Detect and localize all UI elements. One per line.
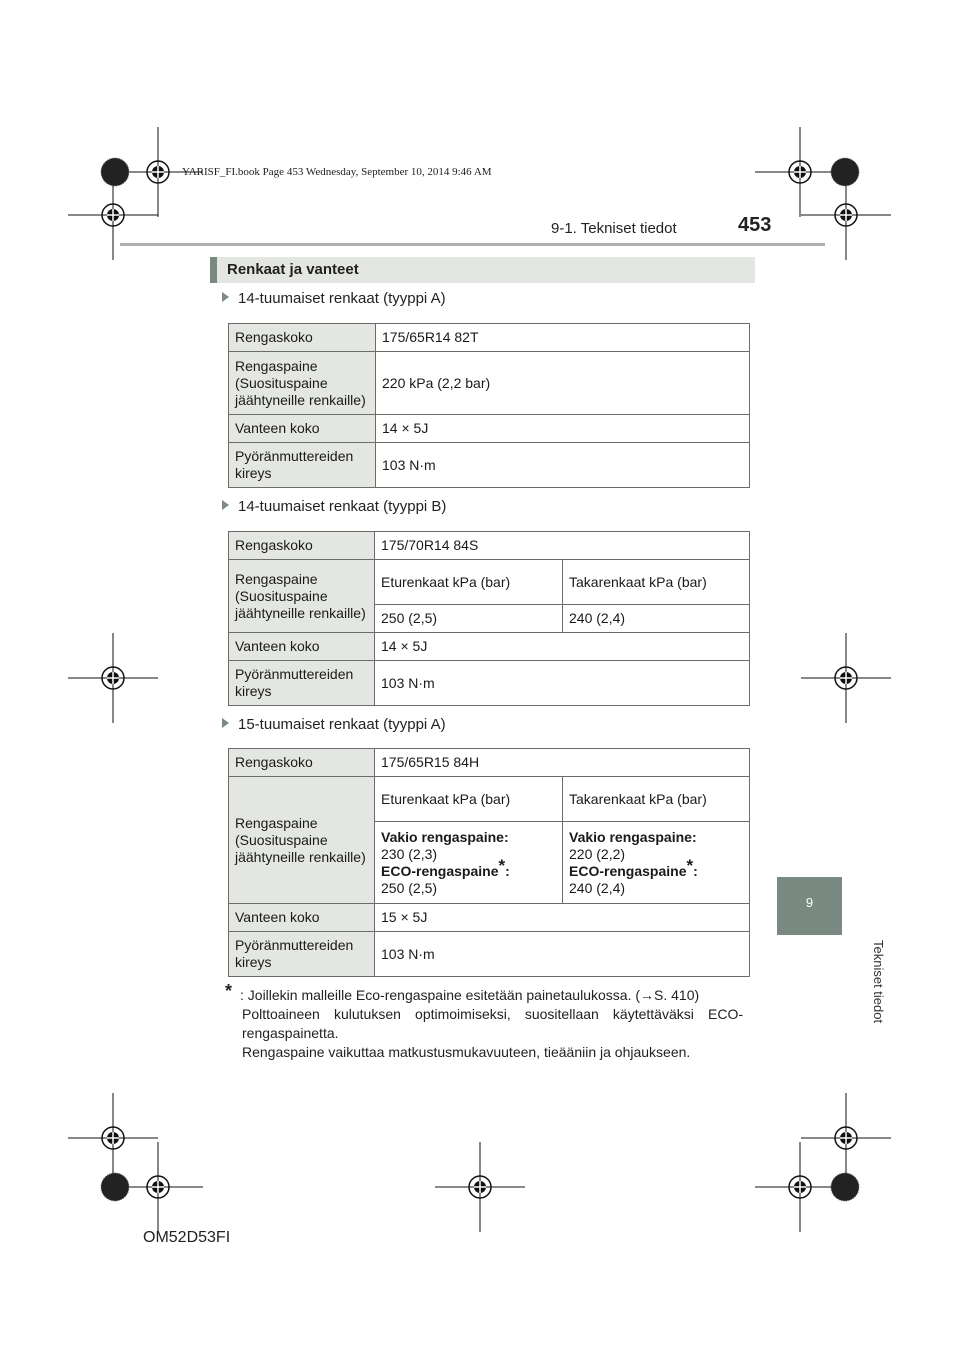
table-cell: Takarenkaat kPa (bar) [563,777,750,822]
header-rule [120,243,825,246]
table-cell: Vanteen koko [229,415,376,443]
crop-mark-icon [801,1093,891,1183]
table-cell: Pyöränmuttereiden kireys [229,661,375,706]
table-cell: Rengaspaine (Suosituspaine jäähtyneille renkaille) [229,777,375,904]
table-cell: 103 N·m [375,661,750,706]
tire-spec-table [228,748,750,977]
table-cell: Vakio rengaspaine: 220 (2,2) ECO-rengaspaine*: 240 (2,4) [563,822,750,904]
section-title: 9-1. Tekniset tiedot [551,220,677,237]
triangle-bullet-icon [222,718,229,728]
tire-spec-table [228,531,750,706]
table-cell: Rengaskoko [229,324,376,352]
table-cell: Pyöränmuttereiden kireys [229,932,375,977]
footnote-marker: * [225,981,233,1001]
table-cell: 220 kPa (2,2 bar) [376,352,750,415]
color-target-icon [831,1173,859,1201]
color-target-icon [101,1173,129,1201]
table-cell: 103 N·m [375,932,750,977]
table-cell: Pyöränmuttereiden kireys [229,443,376,488]
table-cell: 15 × 5J [375,904,750,932]
table-cell: Vakio rengaspaine: 230 (2,3) ECO-rengaspaine*: 250 (2,5) [375,822,563,904]
chapter-number: 9 [805,895,814,910]
footnote: * : Joillekin malleille Eco-rengaspaine esitetään painetaulukossa. (→S. 410) Polttoaineen kulutuksen optimoimiseksi, suositellaan käytettäväksi ECO-rengaspainetta. Rengaspaine vaikuttaa matkustusmukavuuteen, tieääniin ja ohjaukseen. [225,981,743,1060]
chapter-label: Tekniset tiedot [871,940,886,1024]
table-cell: 175/70R14 84S [375,532,750,560]
table-cell: Rengaspaine (Suosituspaine jäähtyneille renkaille) [229,560,375,633]
chapter-tab [777,877,842,935]
table-cell: Eturenkaat kPa (bar) [375,560,563,605]
table-title: 14-tuumaiset renkaat (tyyppi A) [222,290,446,307]
table-cell: Rengaspaine (Suosituspaine jäähtyneille renkaille) [229,352,376,415]
document-code: OM52D53FI [143,1229,231,1246]
table-title: 15-tuumaiset renkaat (tyyppi A) [222,716,446,733]
table-cell: Rengaskoko [229,532,375,560]
table-cell: Takarenkaat kPa (bar) [563,560,750,605]
triangle-bullet-icon [222,500,229,510]
table-cell: 240 (2,4) [563,605,750,633]
color-target-icon [101,158,129,186]
table-title: 14-tuumaiset renkaat (tyyppi B) [222,498,446,515]
table-cell: 14 × 5J [376,415,750,443]
table-cell: 175/65R14 82T [376,324,750,352]
table-cell: Vanteen koko [229,904,375,932]
crop-mark-icon [68,1093,158,1183]
crop-mark-icon [68,633,158,723]
page-number: 453 [738,214,772,236]
color-target-icon [831,158,859,186]
table-cell: 103 N·m [376,443,750,488]
crop-mark-icon [435,1142,525,1232]
crop-mark-icon [801,633,891,723]
table-cell: 250 (2,5) [375,605,563,633]
print-header: YARISF_FI.book Page 453 Wednesday, September 10, 2014 9:46 AM [182,166,492,178]
table-cell: Vanteen koko [229,633,375,661]
section-heading: Renkaat ja vanteet [210,257,755,283]
table-cell: 14 × 5J [375,633,750,661]
table-cell: Eturenkaat kPa (bar) [375,777,563,822]
triangle-bullet-icon [222,292,229,302]
table-cell: Rengaskoko [229,749,375,777]
tire-spec-table [228,323,750,488]
table-cell: 175/65R15 84H [375,749,750,777]
